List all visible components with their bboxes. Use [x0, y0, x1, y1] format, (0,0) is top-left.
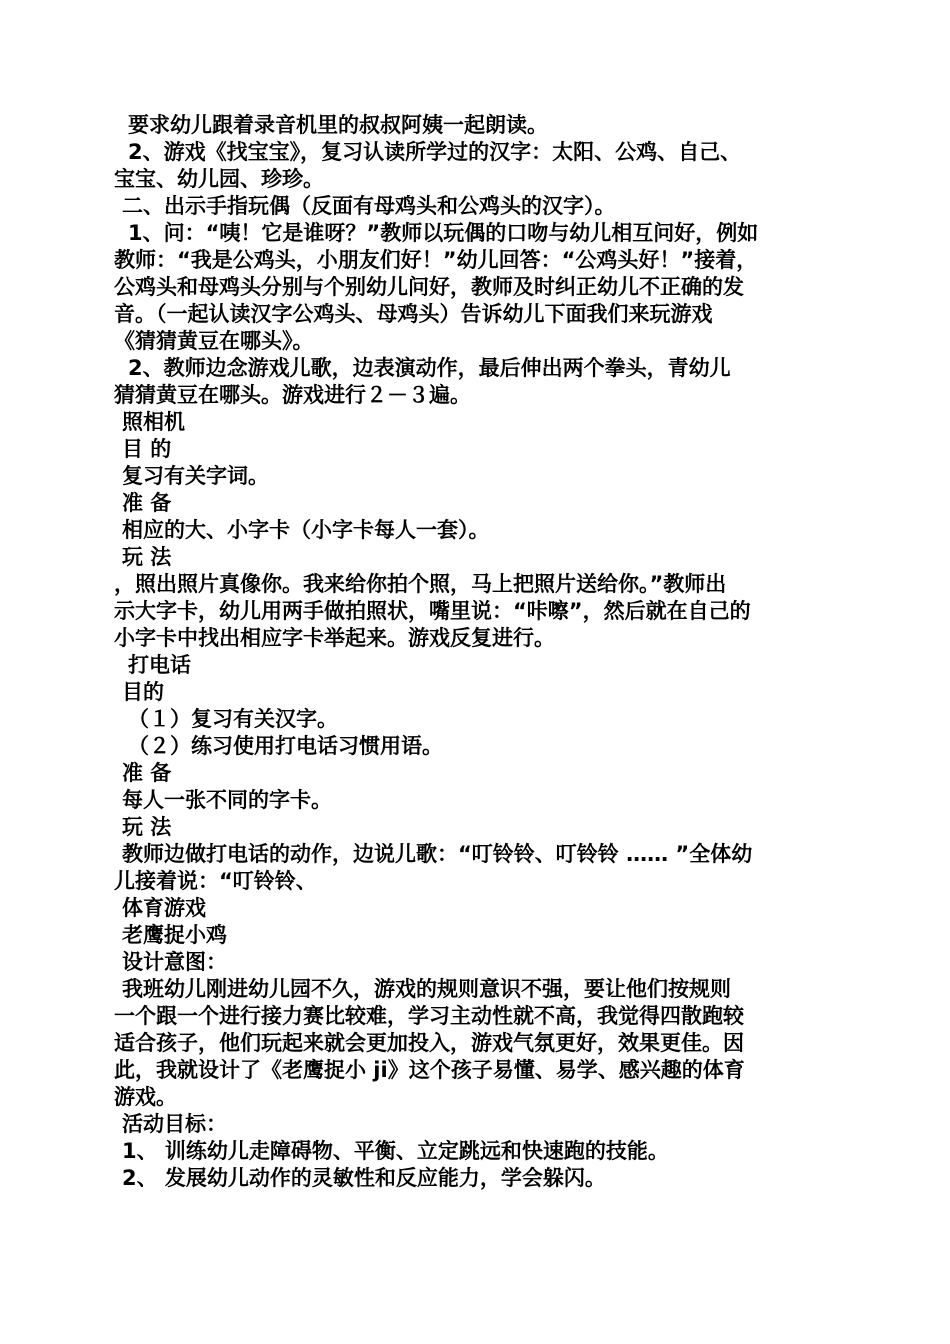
paragraph-line: 要求幼儿跟着录音机里的叔叔阿姨一起朗读。	[128, 113, 548, 137]
paragraph-line: 我班幼儿刚进幼儿园不久，游戏的规则意识不强，要让他们按规则	[122, 977, 731, 1001]
paragraph-line: 每人一张不同的字卡。	[122, 788, 332, 812]
paragraph-line: 公鸡头和母鸡头分别与个别幼儿问好，教师及时纠正幼儿不正确的发	[114, 275, 744, 299]
subheading: 玩 法	[122, 815, 172, 839]
paragraph-line: 儿接着说：“叮铃铃、	[114, 869, 317, 893]
subheading: 活动目标：	[122, 1112, 227, 1136]
paragraph-line: 2、教师边念游戏儿歌，边表演动作，最后伸出两个拳头，青幼儿	[128, 356, 731, 380]
paragraph-line: 小字卡中找出相应字卡举起来。游戏反复进行。	[114, 626, 555, 650]
paragraph-line: 1、问：“咦！它是谁呀？”教师以玩偶的口吻与幼儿相互问好，例如	[128, 221, 759, 245]
list-item: （１）复习有关汉字。	[128, 707, 338, 731]
paragraph-line: 一个跟一个进行接力赛比较难，学习主动性就不高，我觉得四散跑较	[114, 1004, 744, 1028]
paragraph-line: 游戏。	[114, 1085, 177, 1109]
subheading: 设计意图：	[122, 950, 227, 974]
section-heading: 二、出示手指玩偶（反面有母鸡头和公鸡头的汉字）。	[122, 194, 616, 218]
paragraph-line: 教师：“我是公鸡头，小朋友们好！”幼儿回答：“公鸡头好！”接着，	[114, 248, 758, 272]
list-item: （２）练习使用打电话习惯用语。	[128, 734, 443, 758]
paragraph-line: 相应的大、小字卡（小字卡每人一套）。	[122, 518, 490, 542]
paragraph-line: 音。（一起认读汉字公鸡头、母鸡头）告诉幼儿下面我们来玩游戏	[114, 302, 713, 326]
paragraph-line: 复习有关字词。	[122, 464, 269, 488]
paragraph-line: 适合孩子，他们玩起来就会更加投入，游戏气氛更好，效果更佳。因	[114, 1031, 744, 1055]
paragraph-line: 教师边做打电话的动作，边说儿歌：“叮铃铃、叮铃铃 …… ”全体幼	[122, 842, 753, 866]
list-item: 1、 训练幼儿走障碍物、平衡、立定跳远和快速跑的技能。	[122, 1139, 669, 1163]
subheading: 玩 法	[122, 545, 172, 569]
subheading: 目的	[122, 680, 164, 704]
paragraph-line: 《猜猜黄豆在哪头》。	[114, 329, 314, 353]
paragraph-line: 示大字卡，幼儿用两手做拍照状，嘴里说：“咔嚓”，然后就在自己的	[114, 599, 751, 623]
game-title: 老鹰捉小鸡	[122, 923, 227, 947]
subheading: 目 的	[122, 437, 172, 461]
game-title: 照相机	[122, 410, 185, 434]
paragraph-line: 猜猜黄豆在哪头。游戏进行２－３遍。	[114, 383, 471, 407]
paragraph-line: 2、游戏《找宝宝》，复习认读所学过的汉字：太阳、公鸡、自己、	[128, 140, 742, 164]
subheading: 准 备	[122, 491, 172, 515]
paragraph-line: ，照出照片真像你。我来给你拍个照，马上把照片送给你。”教师出	[114, 572, 727, 596]
game-title: 打电话	[128, 653, 191, 677]
paragraph-line: 宝宝、幼儿园、珍珍。	[114, 167, 324, 191]
list-item: 2、 发展幼儿动作的灵敏性和反应能力，学会躲闪。	[122, 1166, 606, 1190]
paragraph-line: 此，我就设计了《老鹰捉小 ji》这个孩子易懂、易学、感兴趣的体育	[114, 1058, 745, 1082]
subheading: 准 备	[122, 761, 172, 785]
section-heading: 体育游戏	[122, 896, 206, 920]
document-body	[114, 112, 844, 1192]
